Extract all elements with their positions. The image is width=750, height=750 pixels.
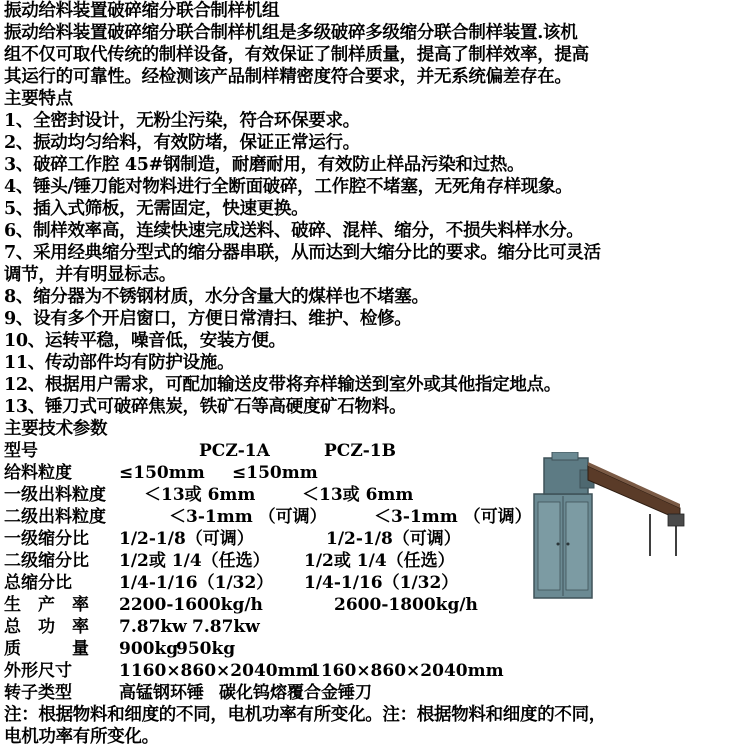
param-label: 二级出料粒度 xyxy=(4,507,106,527)
param-value-b: 1160×860×2040mm xyxy=(309,661,504,681)
param-value-a: 2200-1600kg/h xyxy=(119,595,263,615)
param-value-b: 1/4-1/16（1/32） xyxy=(304,573,459,593)
feature-item: 4、锤头/锤刀能对物料进行全断面破碎，工作腔不堵塞，无死角存样现象。 xyxy=(4,177,573,197)
param-label: 总 功 率 xyxy=(4,617,89,637)
feature-item: 10、运转平稳，噪音低，安装方便。 xyxy=(4,331,286,351)
param-value-a: 1/2-1/8（可调） xyxy=(119,529,254,549)
feature-item: 9、设有多个开启窗口，方便日常清扫、维护、检修。 xyxy=(4,309,412,329)
feature-item: 8、缩分器为不锈钢材质，水分含量大的煤样也不堵塞。 xyxy=(4,287,429,307)
param-label: 生 产 率 xyxy=(4,595,89,615)
features-heading: 主要特点 xyxy=(4,89,73,109)
param-value-b: PCZ-1B xyxy=(324,441,396,461)
param-value-b: 7.87kw xyxy=(192,617,260,637)
note-line-2: 电机功率有所变化。 xyxy=(4,727,159,747)
feature-item: 7、采用经典缩分型式的缩分器串联，从而达到大缩分比的要求。缩分比可灵活 xyxy=(4,243,601,263)
feature-item: 6、制样效率高，连续快速完成送料、破碎、混样、缩分，不损失料样水分。 xyxy=(4,221,584,241)
document-title: 振动给料装置破碎缩分联合制样机组 xyxy=(4,1,280,21)
param-value-a: ≤150mm xyxy=(119,463,205,483)
feature-item: 2、振动均匀给料，有效防堵，保证正常运行。 xyxy=(4,133,360,153)
cabinet-door-left xyxy=(538,502,560,590)
feature-item: 13、锤刀式可破碎焦炭，铁矿石等高硬度矿石物料。 xyxy=(4,397,407,417)
param-value-a: 1/4-1/16（1/32） xyxy=(119,573,274,593)
note-line-1: 注：根据物料和细度的不同，电机功率有所变化。注：根据物料和细度的不同， xyxy=(4,705,606,725)
feature-item: 调节，并有明显标志。 xyxy=(4,265,176,285)
params-heading: 主要技术参数 xyxy=(4,419,108,439)
machine-image xyxy=(530,452,690,602)
param-label: 总缩分比 xyxy=(4,573,72,593)
param-value-b: 1/2-1/8（可调） xyxy=(326,529,461,549)
intro-line-1: 振动给料装置破碎缩分联合制样机组是多级破碎多级缩分联合制样装置.该机 xyxy=(4,23,578,43)
param-value-a: ＜13或 6mm xyxy=(144,485,256,505)
param-label: 转子类型 xyxy=(4,683,72,703)
param-value-b: 1/2或 1/4（任选） xyxy=(304,551,455,571)
param-value-a: ＜3-1mm （可调） xyxy=(169,507,327,527)
feature-item: 5、插入式筛板，无需固定，快速更换。 xyxy=(4,199,309,219)
door-handle-right xyxy=(567,543,570,546)
param-value-a: 7.87kw xyxy=(119,617,187,637)
feature-item: 1、全密封设计，无粉尘污染，符合环保要求。 xyxy=(4,111,360,131)
param-value-a: 900kg xyxy=(119,639,179,659)
feature-item: 3、破碎工作腔 45#钢制造，耐磨耐用，有效防止样品污染和过热。 xyxy=(4,155,525,175)
param-label: 一级出料粒度 xyxy=(4,485,106,505)
param-value-a: 1/2或 1/4（任选） xyxy=(119,551,270,571)
conveyor-belt xyxy=(588,466,680,520)
intro-line-3: 其运行的可靠性。经检测该产品制样精密度符合要求，并无系统偏差存在。 xyxy=(4,67,572,87)
param-label: 质 量 xyxy=(4,639,89,659)
feed-hopper xyxy=(552,452,578,460)
door-handle-left xyxy=(557,543,560,546)
param-value-b: 950kg xyxy=(176,639,236,659)
param-value-a: 1160×860×2040mm xyxy=(119,661,314,681)
param-label: 一级缩分比 xyxy=(4,529,89,549)
intro-line-2: 组不仅可取代传统的制样设备，有效保证了制样质量，提高了制样效率，提高 xyxy=(4,45,589,65)
param-value-b: 碳化钨熔覆合金锤刀 xyxy=(219,683,372,703)
feature-item: 11、传动部件均有防护设施。 xyxy=(4,353,235,373)
param-label: 型号 xyxy=(4,441,38,461)
param-value-b: ≤150mm xyxy=(232,463,318,483)
param-label: 外形尺寸 xyxy=(4,661,72,681)
param-label: 给料粒度 xyxy=(4,463,72,483)
param-value-b: ＜3-1mm （可调） xyxy=(374,507,532,527)
cabinet-door-right xyxy=(566,502,588,590)
param-value-a: PCZ-1A xyxy=(199,441,270,461)
param-value-a: 高锰钢环锤 xyxy=(119,683,204,703)
param-value-b: ＜13或 6mm xyxy=(302,485,414,505)
feature-item: 12、根据用户需求，可配加输送皮带将弃样输送到室外或其他指定地点。 xyxy=(4,375,561,395)
conveyor-end-box xyxy=(668,514,684,526)
param-value-b: 2600-1800kg/h xyxy=(334,595,478,615)
param-label: 二级缩分比 xyxy=(4,551,89,571)
